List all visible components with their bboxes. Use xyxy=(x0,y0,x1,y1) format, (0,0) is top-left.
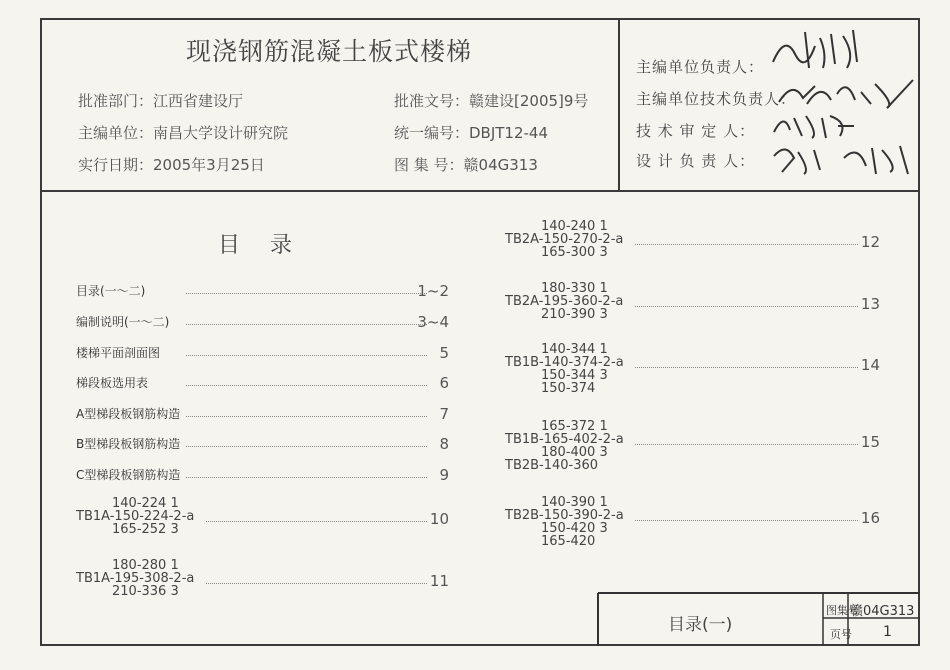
sheet-title: 目录(一) xyxy=(668,615,733,635)
toc-entry-page: 16 xyxy=(860,509,880,527)
toc-entry-page: 10 xyxy=(429,510,449,528)
toc-entry-page: 7 xyxy=(439,405,449,423)
stair-code-line: 180-280 1 xyxy=(112,558,179,573)
page-value: 1 xyxy=(883,624,892,640)
toc-leader-dots xyxy=(186,355,427,356)
resp-design: 设 计 负 责 人： xyxy=(636,152,756,170)
toc-entry-label: 目录(一～二) xyxy=(76,284,146,298)
toc-entry-page: 11 xyxy=(429,572,449,590)
atlas-label: 图集号 xyxy=(826,604,859,617)
signature-unit-head xyxy=(765,24,875,74)
toc-leader-dots xyxy=(206,521,427,522)
effective-date: 实行日期：2005年3月25日 xyxy=(78,156,265,174)
stair-code-line: 140-240 1 xyxy=(541,219,608,234)
toc-leader-dots xyxy=(635,306,858,307)
page-title: 现浇钢筋混凝土板式楼梯 xyxy=(185,37,472,66)
stair-code-line: 140-224 1 xyxy=(112,496,179,511)
page-label: 页号 xyxy=(830,628,852,641)
toc-entry-label: 编制说明(一～二) xyxy=(76,315,170,329)
toc-leader-dots xyxy=(186,324,427,325)
stair-code-line: 180-330 1 xyxy=(541,281,608,296)
toc-leader-dots xyxy=(635,367,858,368)
header-divider xyxy=(40,190,920,192)
stair-code-line: TB1A-195-308-2-a xyxy=(76,571,195,586)
toc-entry xyxy=(76,282,449,302)
stair-code-line: TB2A-150-270-2-a xyxy=(505,232,624,247)
toc-entry-label: 楼梯平面剖面图 xyxy=(76,346,161,360)
toc-leader-dots xyxy=(635,520,858,521)
toc-entry-page: 15 xyxy=(860,433,880,451)
toc-leader-dots xyxy=(186,446,427,447)
toc-leader-dots xyxy=(186,416,427,417)
stair-code-line: 165-300 3 xyxy=(541,245,608,260)
toc-leader-dots xyxy=(635,244,858,245)
toc-entry-page: 3~4 xyxy=(417,313,449,331)
stair-code-block xyxy=(505,420,624,472)
toc-entry xyxy=(76,466,449,486)
header-vertical-divider xyxy=(618,18,620,191)
stair-code-line: 140-390 1 xyxy=(541,495,608,510)
stair-code-block xyxy=(76,497,194,536)
editor-unit: 主编单位：南昌大学设计研究院 xyxy=(78,124,289,142)
stair-code-line: 150-344 3 xyxy=(541,368,608,383)
stair-code-line: 180-400 3 xyxy=(541,445,608,460)
toc-leader-dots xyxy=(186,385,427,386)
toc-entry-page: 13 xyxy=(860,295,880,313)
toc-leader-dots xyxy=(635,444,858,445)
stair-code-line: TB2B-140-360 xyxy=(505,458,599,473)
toc-leader-dots xyxy=(186,293,427,294)
stair-code-line: 210-336 3 xyxy=(112,584,179,599)
toc-entry xyxy=(76,405,449,425)
stair-code-line: 165-372 1 xyxy=(541,419,608,434)
stair-code-block xyxy=(505,282,623,321)
toc-entry-page: 5 xyxy=(439,344,449,362)
toc-entry-label: A型梯段板钢筋构造 xyxy=(76,407,181,421)
atlas-value: 赣04G313 xyxy=(850,604,915,619)
toc-leader-dots xyxy=(186,477,427,478)
toc-entry-page: 9 xyxy=(439,466,449,484)
toc-entry-page: 14 xyxy=(860,356,880,374)
approval-doc: 批准文号：赣建设[2005]9号 xyxy=(394,92,589,110)
stair-code-line: TB2B-150-390-2-a xyxy=(505,508,624,523)
resp-unit-head: 主编单位负责人： xyxy=(636,58,765,76)
stair-code-block xyxy=(505,496,624,548)
toc-leader-dots xyxy=(206,583,427,584)
stair-code-line: 150-420 3 xyxy=(541,521,608,536)
toc-entry-label: B型梯段板钢筋构造 xyxy=(76,437,181,451)
stair-code-line: 210-390 3 xyxy=(541,307,608,322)
toc-entry-label: 梯段板选用表 xyxy=(76,376,149,390)
toc-entry-page: 12 xyxy=(860,233,880,251)
stair-code-block xyxy=(505,343,624,395)
unified-number: 统一编号：DBJT12-44 xyxy=(394,124,549,142)
stair-code-line: TB2A-195-360-2-a xyxy=(505,294,624,309)
stair-code-line: 165-420 xyxy=(541,534,596,549)
stair-code-line: 150-374 xyxy=(541,381,596,396)
toc-entry-page: 6 xyxy=(439,374,449,392)
approval-dept: 批准部门：江西省建设厅 xyxy=(78,92,244,110)
atlas-number: 图 集 号：赣04G313 xyxy=(394,156,538,174)
toc-entry-page: 8 xyxy=(439,435,449,453)
toc-title: 目录 xyxy=(218,233,323,258)
resp-tech-head: 主编单位技术负责人： xyxy=(636,90,797,108)
signature-design xyxy=(768,140,918,180)
toc-entry xyxy=(76,374,449,394)
toc-entry xyxy=(76,435,449,455)
stair-code-block xyxy=(505,220,623,259)
resp-tech-review: 技 术 审 定 人： xyxy=(636,122,756,140)
stair-code-line: 140-344 1 xyxy=(541,342,608,357)
toc-entry-page: 1~2 xyxy=(417,282,449,300)
stair-code-line: TB1A-150-224-2-a xyxy=(76,509,195,524)
toc-entry-label: C型梯段板钢筋构造 xyxy=(76,468,181,482)
stair-code-line: TB1B-165-402-2-a xyxy=(505,432,624,447)
signature-tech-review xyxy=(768,108,858,142)
toc-entry xyxy=(76,344,449,364)
stair-code-line: TB1B-140-374-2-a xyxy=(505,355,624,370)
stair-code-block xyxy=(76,559,194,598)
toc-entry xyxy=(76,313,449,333)
stair-code-line: 165-252 3 xyxy=(112,522,179,537)
